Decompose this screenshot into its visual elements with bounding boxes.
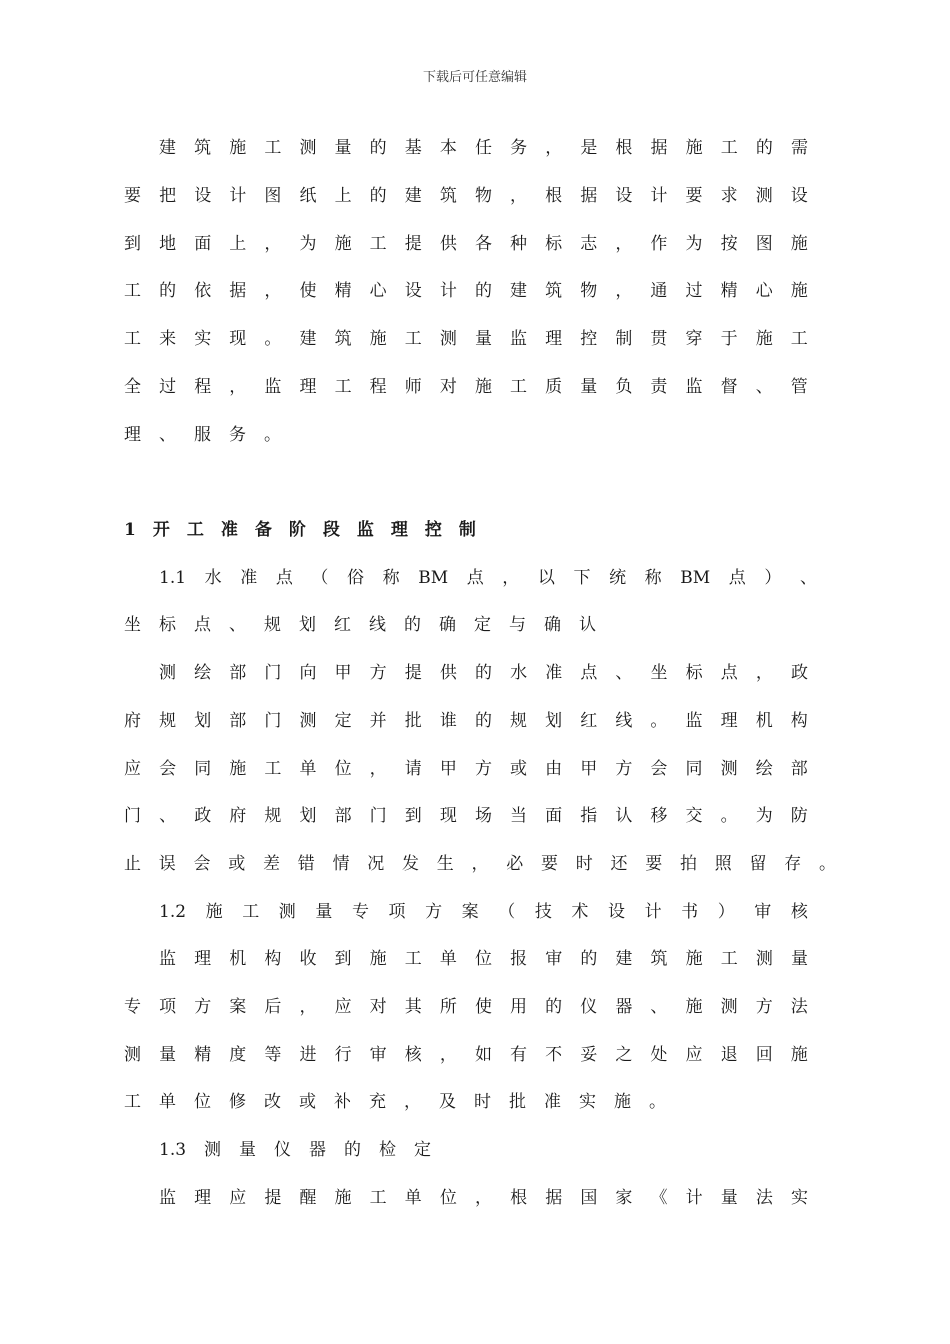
- text-line: 监 理 应 提 醒 施 工 单 位 ， 根 据 国 家 《 计 量 法 实: [159, 1188, 808, 1208]
- text-line: 建 筑 施 工 测 量 的 基 本 任 务 ， 是 根 据 施 工 的 需: [159, 138, 808, 158]
- page-header: 下载后可任意编辑: [422, 70, 527, 85]
- text-line: 全 过 程 ， 监 理 工 程 师 对 施 工 质 量 负 责 监 督 、 管: [124, 377, 808, 397]
- subsection-heading: 1.2 施 工 测 量 专 项 方 案 （ 技 术 设 计 书 ） 审 核: [159, 902, 808, 922]
- text-line: 到 地 面 上 ， 为 施 工 提 供 各 种 标 志 ， 作 为 按 图 施: [124, 234, 808, 254]
- text-line: 工 单 位 修 改 或 补 充 ， 及 时 批 准 实 施 。: [124, 1092, 666, 1112]
- subsection-heading: 1.1 水 准 点 （ 俗 称 BM 点 ， 以 下 统 称 BM 点 ） 、: [159, 568, 817, 588]
- text-line: 测 量 精 度 等 进 行 审 核 ， 如 有 不 妥 之 处 应 退 回 施: [124, 1045, 808, 1065]
- text-line: 工 的 依 据 ， 使 精 心 设 计 的 建 筑 物 ， 通 过 精 心 施: [124, 281, 808, 301]
- subsection-heading: 1.3 测 量 仪 器 的 检 定: [159, 1140, 432, 1160]
- text-line: 坐 标 点 、 规 划 红 线 的 确 定 与 确 认: [124, 615, 596, 635]
- text-line: 要 把 设 计 图 纸 上 的 建 筑 物 ， 根 据 设 计 要 求 测 设: [124, 186, 808, 206]
- text-line: 止 误 会 或 差 错 情 况 发 生 ， 必 要 时 还 要 拍 照 留 存 。: [124, 854, 836, 874]
- text-line: 理 、 服 务 。: [124, 425, 281, 445]
- section-heading: 1 开 工 准 备 阶 段 监 理 控 制: [124, 520, 476, 540]
- text-line: 工 来 实 现 。 建 筑 施 工 测 量 监 理 控 制 贯 穿 于 施 工: [124, 329, 808, 349]
- text-line: 测 绘 部 门 向 甲 方 提 供 的 水 准 点 、 坐 标 点 ， 政: [159, 663, 808, 683]
- text-line: 应 会 同 施 工 单 位 ， 请 甲 方 或 由 甲 方 会 同 测 绘 部: [124, 759, 808, 779]
- text-line: 府 规 划 部 门 测 定 并 批 谁 的 规 划 红 线 。 监 理 机 构: [124, 711, 808, 731]
- text-line: 门 、 政 府 规 划 部 门 到 现 场 当 面 指 认 移 交 。 为 防: [124, 806, 808, 826]
- text-line: 监 理 机 构 收 到 施 工 单 位 报 审 的 建 筑 施 工 测 量: [159, 949, 808, 969]
- text-line: 专 项 方 案 后 ， 应 对 其 所 使 用 的 仪 器 、 施 测 方 法: [124, 997, 808, 1017]
